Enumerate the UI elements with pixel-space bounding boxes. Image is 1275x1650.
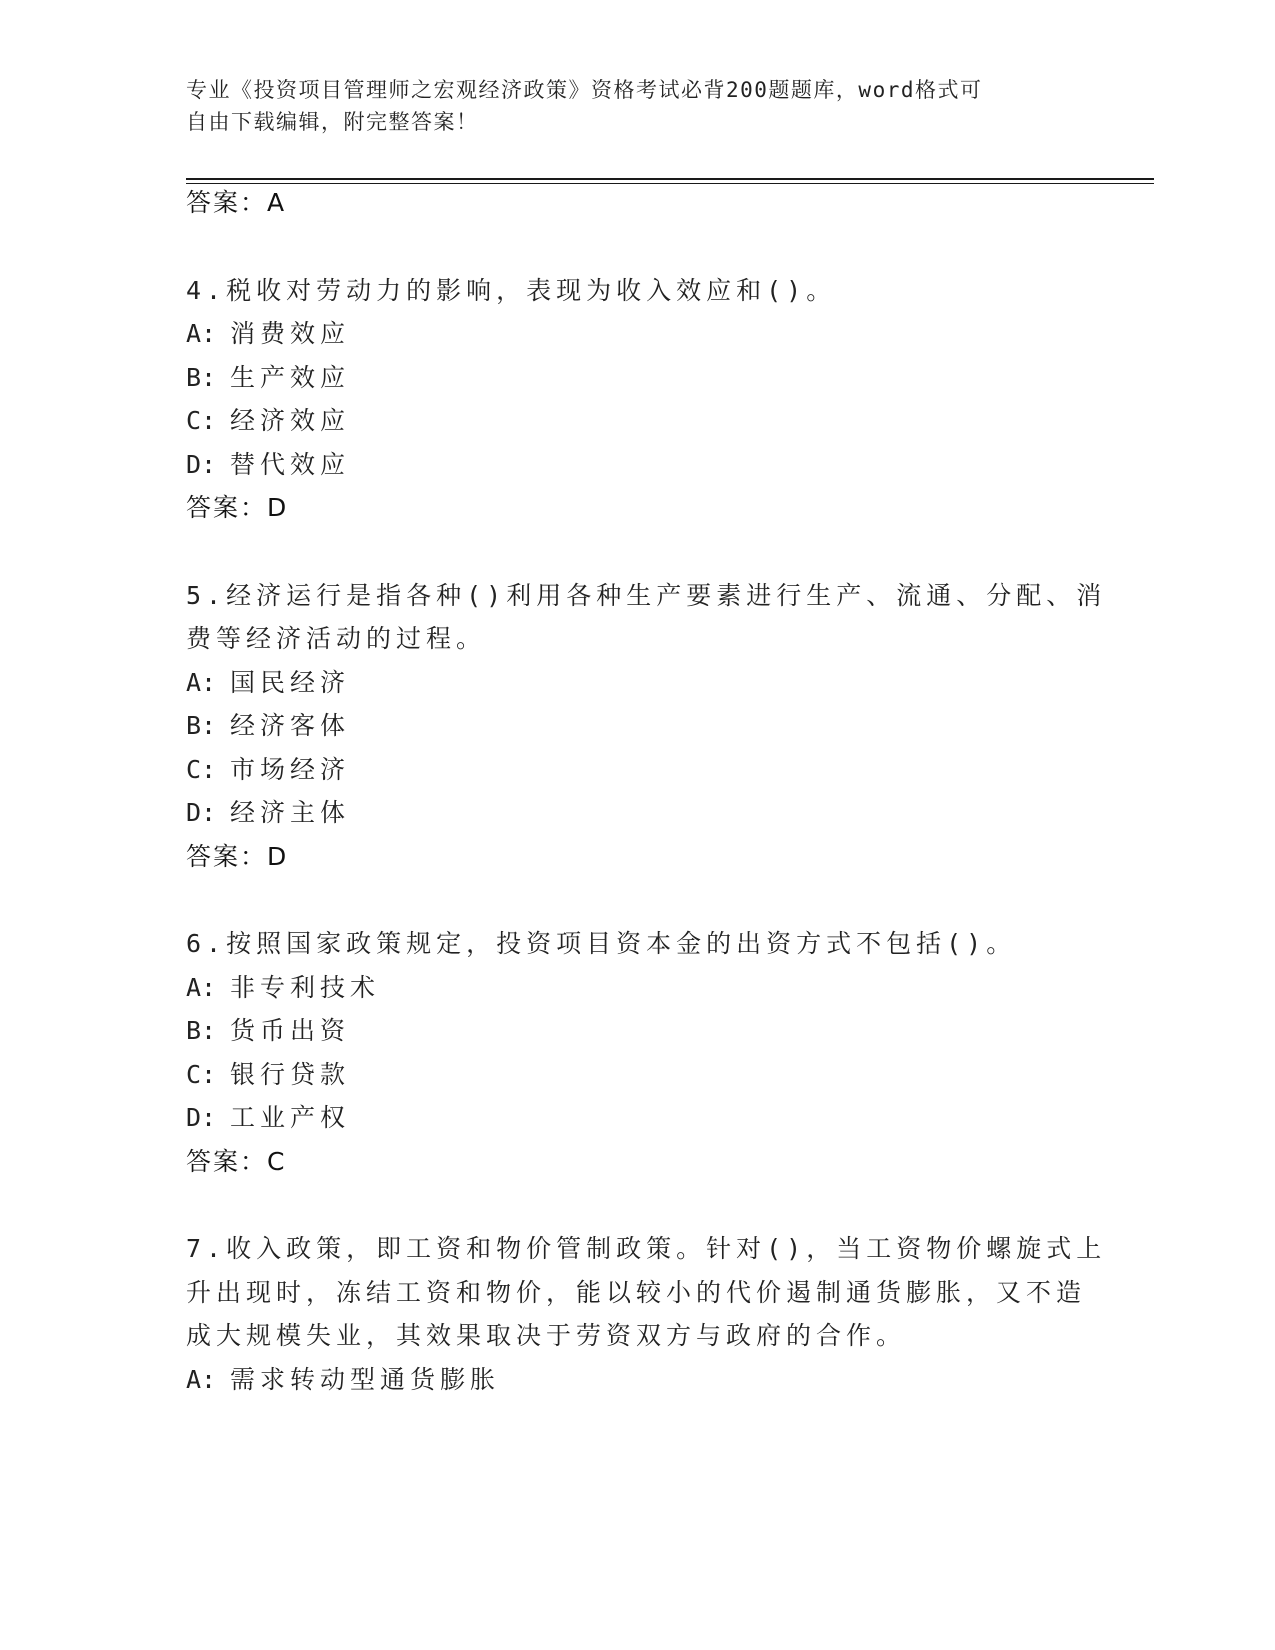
question-4-stem: 4.税收对劳动力的影响，表现为收入效应和()。 [186, 276, 837, 305]
option-b [186, 1008, 350, 1053]
option-c [186, 398, 350, 443]
question-7-stem-line-2: 升出现时，冻结工资和物价，能以较小的代价遏制通货膨胀，又不造 [186, 1278, 1087, 1307]
option-text: 市场经济 [230, 755, 351, 784]
option-b [186, 355, 350, 400]
option-label: B: [186, 711, 217, 740]
option-label: A: [186, 973, 217, 1002]
answer-line: 答案：C [186, 1147, 287, 1176]
option-label: D: [186, 450, 217, 479]
option-a [186, 311, 350, 356]
option-label: D: [186, 798, 217, 827]
option-label: A: [186, 1365, 217, 1394]
option-c [186, 747, 350, 792]
option-text: 替代效应 [230, 450, 351, 479]
header-divider-thin [186, 183, 1154, 184]
answer-line: 答案：D [186, 493, 289, 522]
answer-line: 答案：A [186, 188, 287, 217]
header-divider [186, 178, 1154, 180]
answer-line: 答案：D [186, 842, 289, 871]
question-5-stem-line-1: 5.经济运行是指各种()利用各种生产要素进行生产、流通、分配、消 [186, 581, 1107, 610]
option-a [186, 965, 380, 1010]
option-text: 货币出资 [230, 1016, 351, 1045]
question-5-stem-line-2: 费等经济活动的过程。 [186, 624, 487, 653]
option-text: 经济主体 [230, 798, 351, 827]
option-text: 消费效应 [230, 319, 351, 348]
question-7-stem-line-3: 成大规模失业，其效果取决于劳资双方与政府的合作。 [186, 1321, 907, 1350]
option-a [186, 660, 350, 705]
option-b [186, 703, 350, 748]
option-d [186, 1095, 350, 1140]
option-text: 生产效应 [230, 363, 351, 392]
option-text: 需求转动型通货膨胀 [230, 1365, 501, 1394]
option-label: C: [186, 1060, 217, 1089]
option-text: 经济客体 [230, 711, 351, 740]
question-6-stem: 6.按照国家政策规定，投资项目资本金的出资方式不包括()。 [186, 929, 1017, 958]
header-line-2: 自由下载编辑，附完整答案！ [186, 110, 479, 134]
header-line-1: 专业《投资项目管理师之宏观经济政策》资格考试必背200题题库，word格式可 [186, 78, 983, 102]
option-label: A: [186, 668, 217, 697]
option-label: C: [186, 755, 217, 784]
option-label: D: [186, 1103, 217, 1132]
option-text: 经济效应 [230, 406, 351, 435]
option-text: 非专利技术 [230, 973, 381, 1002]
question-7-stem-line-1: 7.收入政策，即工资和物价管制政策。针对()，当工资物价螺旋式上 [186, 1234, 1107, 1263]
option-d [186, 442, 350, 487]
option-text: 国民经济 [230, 668, 351, 697]
option-label: B: [186, 1016, 217, 1045]
option-d [186, 790, 350, 835]
option-text: 工业产权 [230, 1103, 351, 1132]
option-label: C: [186, 406, 217, 435]
document-header [186, 74, 1066, 138]
option-a [186, 1357, 500, 1402]
option-label: A: [186, 319, 217, 348]
option-text: 银行贷款 [230, 1060, 351, 1089]
option-c [186, 1052, 350, 1097]
option-label: B: [186, 363, 217, 392]
